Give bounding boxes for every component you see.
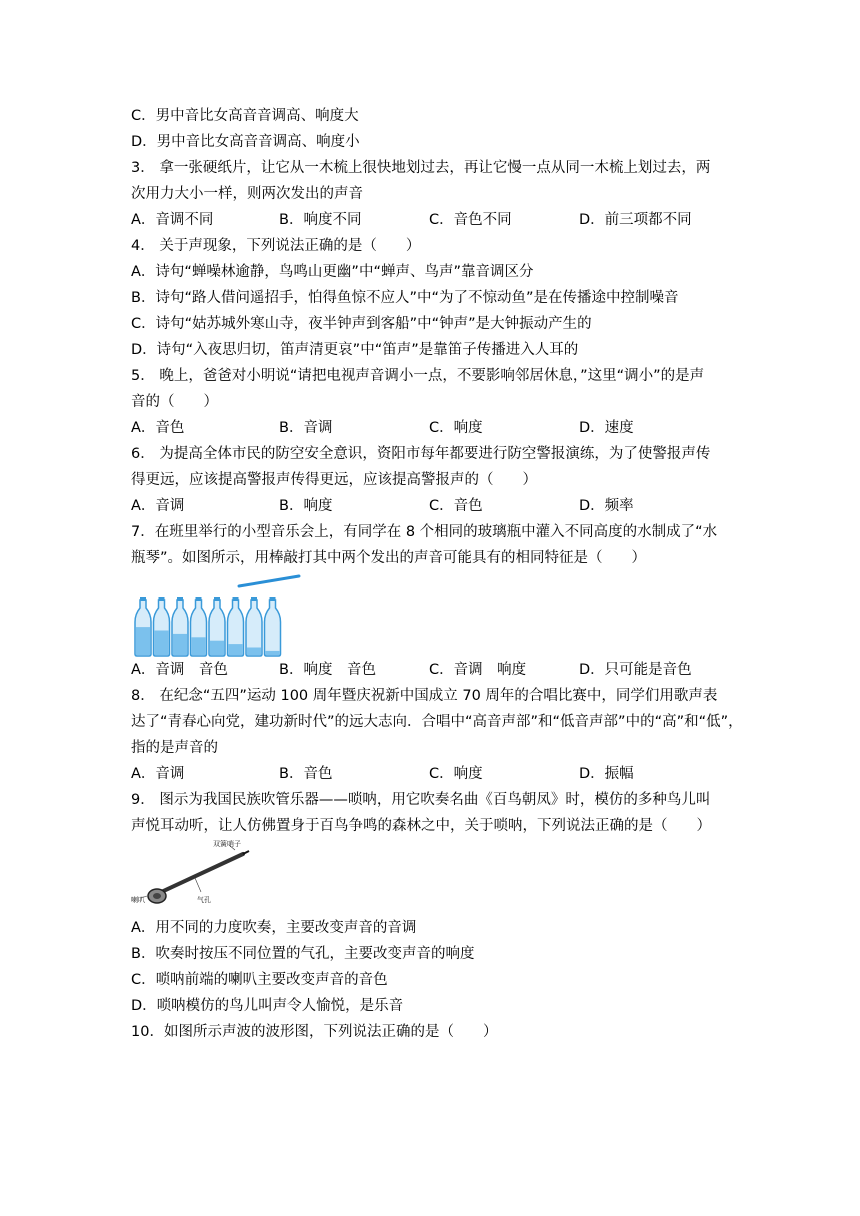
striking-stick bbox=[239, 576, 299, 586]
water-level bbox=[266, 651, 280, 655]
q8-option-d: D．振幅 bbox=[579, 766, 634, 782]
q4-option-a: A．诗句“蝉噪林逾静，鸟鸣山更幽”中“蝉声、鸟声”靠音调区分 bbox=[131, 264, 534, 280]
q7-stem-line1: 7．在班里举行的小型音乐会上，有同学在 8 个相同的玻璃瓶中灌入不同高度的水制成了“水 bbox=[131, 524, 718, 540]
q8-option-a: A．音调 bbox=[131, 766, 185, 782]
q6-option-a: A．音调 bbox=[131, 498, 185, 514]
q8-stem-line3: 指的是声音的 bbox=[131, 740, 218, 756]
water-level bbox=[136, 627, 150, 655]
water-bottle bbox=[246, 597, 262, 656]
suona-reed bbox=[243, 851, 249, 854]
suona-body bbox=[157, 854, 243, 894]
water-bottle bbox=[135, 597, 151, 656]
q8-option-c: C．响度 bbox=[429, 766, 483, 782]
suona-bell-opening bbox=[153, 893, 161, 899]
q9-option-c: C．唢呐前端的喇叭主要改变声音的音色 bbox=[131, 972, 388, 988]
q4-option-d: D．诗句“入夜思归切，笛声清更哀”中“笛声”是靠笛子传播进入人耳的 bbox=[131, 342, 579, 358]
q4-stem: 4． 关于声现象，下列说法正确的是（ ） bbox=[131, 238, 421, 254]
label-reed: 双簧哨子 bbox=[213, 840, 241, 848]
q8-option-b: B．音色 bbox=[279, 766, 333, 782]
suona-figure bbox=[131, 840, 261, 912]
q7-option-d: D．只可能是音色 bbox=[579, 662, 692, 678]
water-bottles-figure bbox=[131, 574, 311, 658]
q5-stem-line1: 5． 晚上，爸爸对小明说“请把电视声音调小一点，不要影响邻居休息，”这里“调小”的是声 bbox=[131, 368, 705, 384]
q6-stem-line2: 得更远，应该提高警报声传得更远，应该提高警报声的（ ） bbox=[131, 472, 537, 488]
q8-options bbox=[131, 764, 731, 784]
water-level bbox=[192, 637, 206, 655]
q2-option-d: D．男中音比女高音音调高、响度小 bbox=[131, 134, 360, 150]
q6-option-b: B．响度 bbox=[279, 498, 333, 514]
q6-option-c: C．音色 bbox=[429, 498, 483, 514]
q7-option-b: B．响度 音色 bbox=[279, 662, 376, 678]
q5-option-b: B．音调 bbox=[279, 420, 333, 436]
q6-option-d: D．频率 bbox=[579, 498, 634, 514]
q3-option-a: A．音调不同 bbox=[131, 212, 214, 228]
q5-stem-line2: 音的（ ） bbox=[131, 394, 218, 410]
q7-options bbox=[131, 660, 731, 680]
q3-options bbox=[131, 210, 731, 230]
hole-leader bbox=[195, 878, 201, 892]
q3-stem-line1: 3． 拿一张硬纸片，让它从一木梳上很快地划过去，再让它慢一点从同一木梳上划过去，两 bbox=[131, 160, 711, 176]
q9-option-d: D．唢呐模仿的鸟儿叫声令人愉悦，是乐音 bbox=[131, 998, 404, 1014]
q5-option-a: A．音色 bbox=[131, 420, 185, 436]
q3-option-b: B．响度不同 bbox=[279, 212, 362, 228]
water-level bbox=[229, 644, 243, 655]
bottle-row bbox=[135, 597, 281, 656]
water-level bbox=[210, 641, 224, 655]
q9-stem-line2: 声悦耳动听，让人仿佛置身于百鸟争鸣的森林之中，关于唢呐，下列说法正确的是（ ） bbox=[131, 818, 711, 834]
q8-stem-line1: 8． 在纪念“五四”运动 100 周年暨庆祝新中国成立 70 周年的合唱比赛中，同学们用歌声表 bbox=[131, 688, 718, 704]
water-level bbox=[247, 648, 261, 656]
q7-option-c: C．音调 响度 bbox=[429, 662, 527, 678]
q5-options bbox=[131, 418, 731, 438]
label-hole: 气孔 bbox=[197, 896, 211, 904]
q6-stem-line1: 6． 为提高全体市民的防空安全意识，资阳市每年都要进行防空警报演练，为了使警报声传 bbox=[131, 446, 711, 462]
q5-option-d: D．速度 bbox=[579, 420, 634, 436]
q2-option-c: C．男中音比女高音音调高、响度大 bbox=[131, 108, 359, 124]
q6-options bbox=[131, 496, 731, 516]
q5-option-c: C．响度 bbox=[429, 420, 483, 436]
water-bottle bbox=[191, 597, 207, 656]
water-bottle bbox=[265, 597, 281, 656]
q9-stem-line1: 9． 图示为我国民族吹管乐器——唢呐，用它吹奏名曲《百鸟朝凤》时，模仿的多种鸟儿叫 bbox=[131, 792, 711, 808]
q3-option-d: D．前三项都不同 bbox=[579, 212, 692, 228]
label-bell: 喇叭 bbox=[131, 896, 145, 904]
q4-option-c: C．诗句“姑苏城外寒山寺，夜半钟声到客船”中“钟声”是大钟振动产生的 bbox=[131, 316, 592, 332]
water-bottle bbox=[172, 597, 188, 656]
q10-stem: 10．如图所示声波的波形图，下列说法正确的是（ ） bbox=[131, 1024, 498, 1040]
water-bottle bbox=[228, 597, 244, 656]
q3-stem-line2: 次用力大小一样，则两次发出的声音 bbox=[131, 186, 363, 202]
q4-option-b: B．诗句“路人借问遥招手，怕得鱼惊不应人”中“为了不惊动鱼”是在传播途中控制噪音 bbox=[131, 290, 679, 306]
q9-option-b: B．吹奏时按压不同位置的气孔，主要改变声音的响度 bbox=[131, 946, 475, 962]
q7-stem-line2: 瓶琴”。如图所示，用棒敲打其中两个发出的声音可能具有的相同特征是（ ） bbox=[131, 550, 647, 566]
q3-option-c: C．音色不同 bbox=[429, 212, 512, 228]
water-level bbox=[155, 631, 169, 656]
q7-option-a: A．音调 音色 bbox=[131, 662, 228, 678]
water-bottle bbox=[154, 597, 170, 656]
q8-stem-line2: 达了“青春心向党，建功新时代”的远大志向．合唱中“高音声部”和“低音声部”中的“高”和“低”， bbox=[131, 714, 743, 730]
water-level bbox=[173, 634, 187, 655]
water-bottle bbox=[209, 597, 225, 656]
q9-option-a: A．用不同的力度吹奏，主要改变声音的音调 bbox=[131, 920, 417, 936]
